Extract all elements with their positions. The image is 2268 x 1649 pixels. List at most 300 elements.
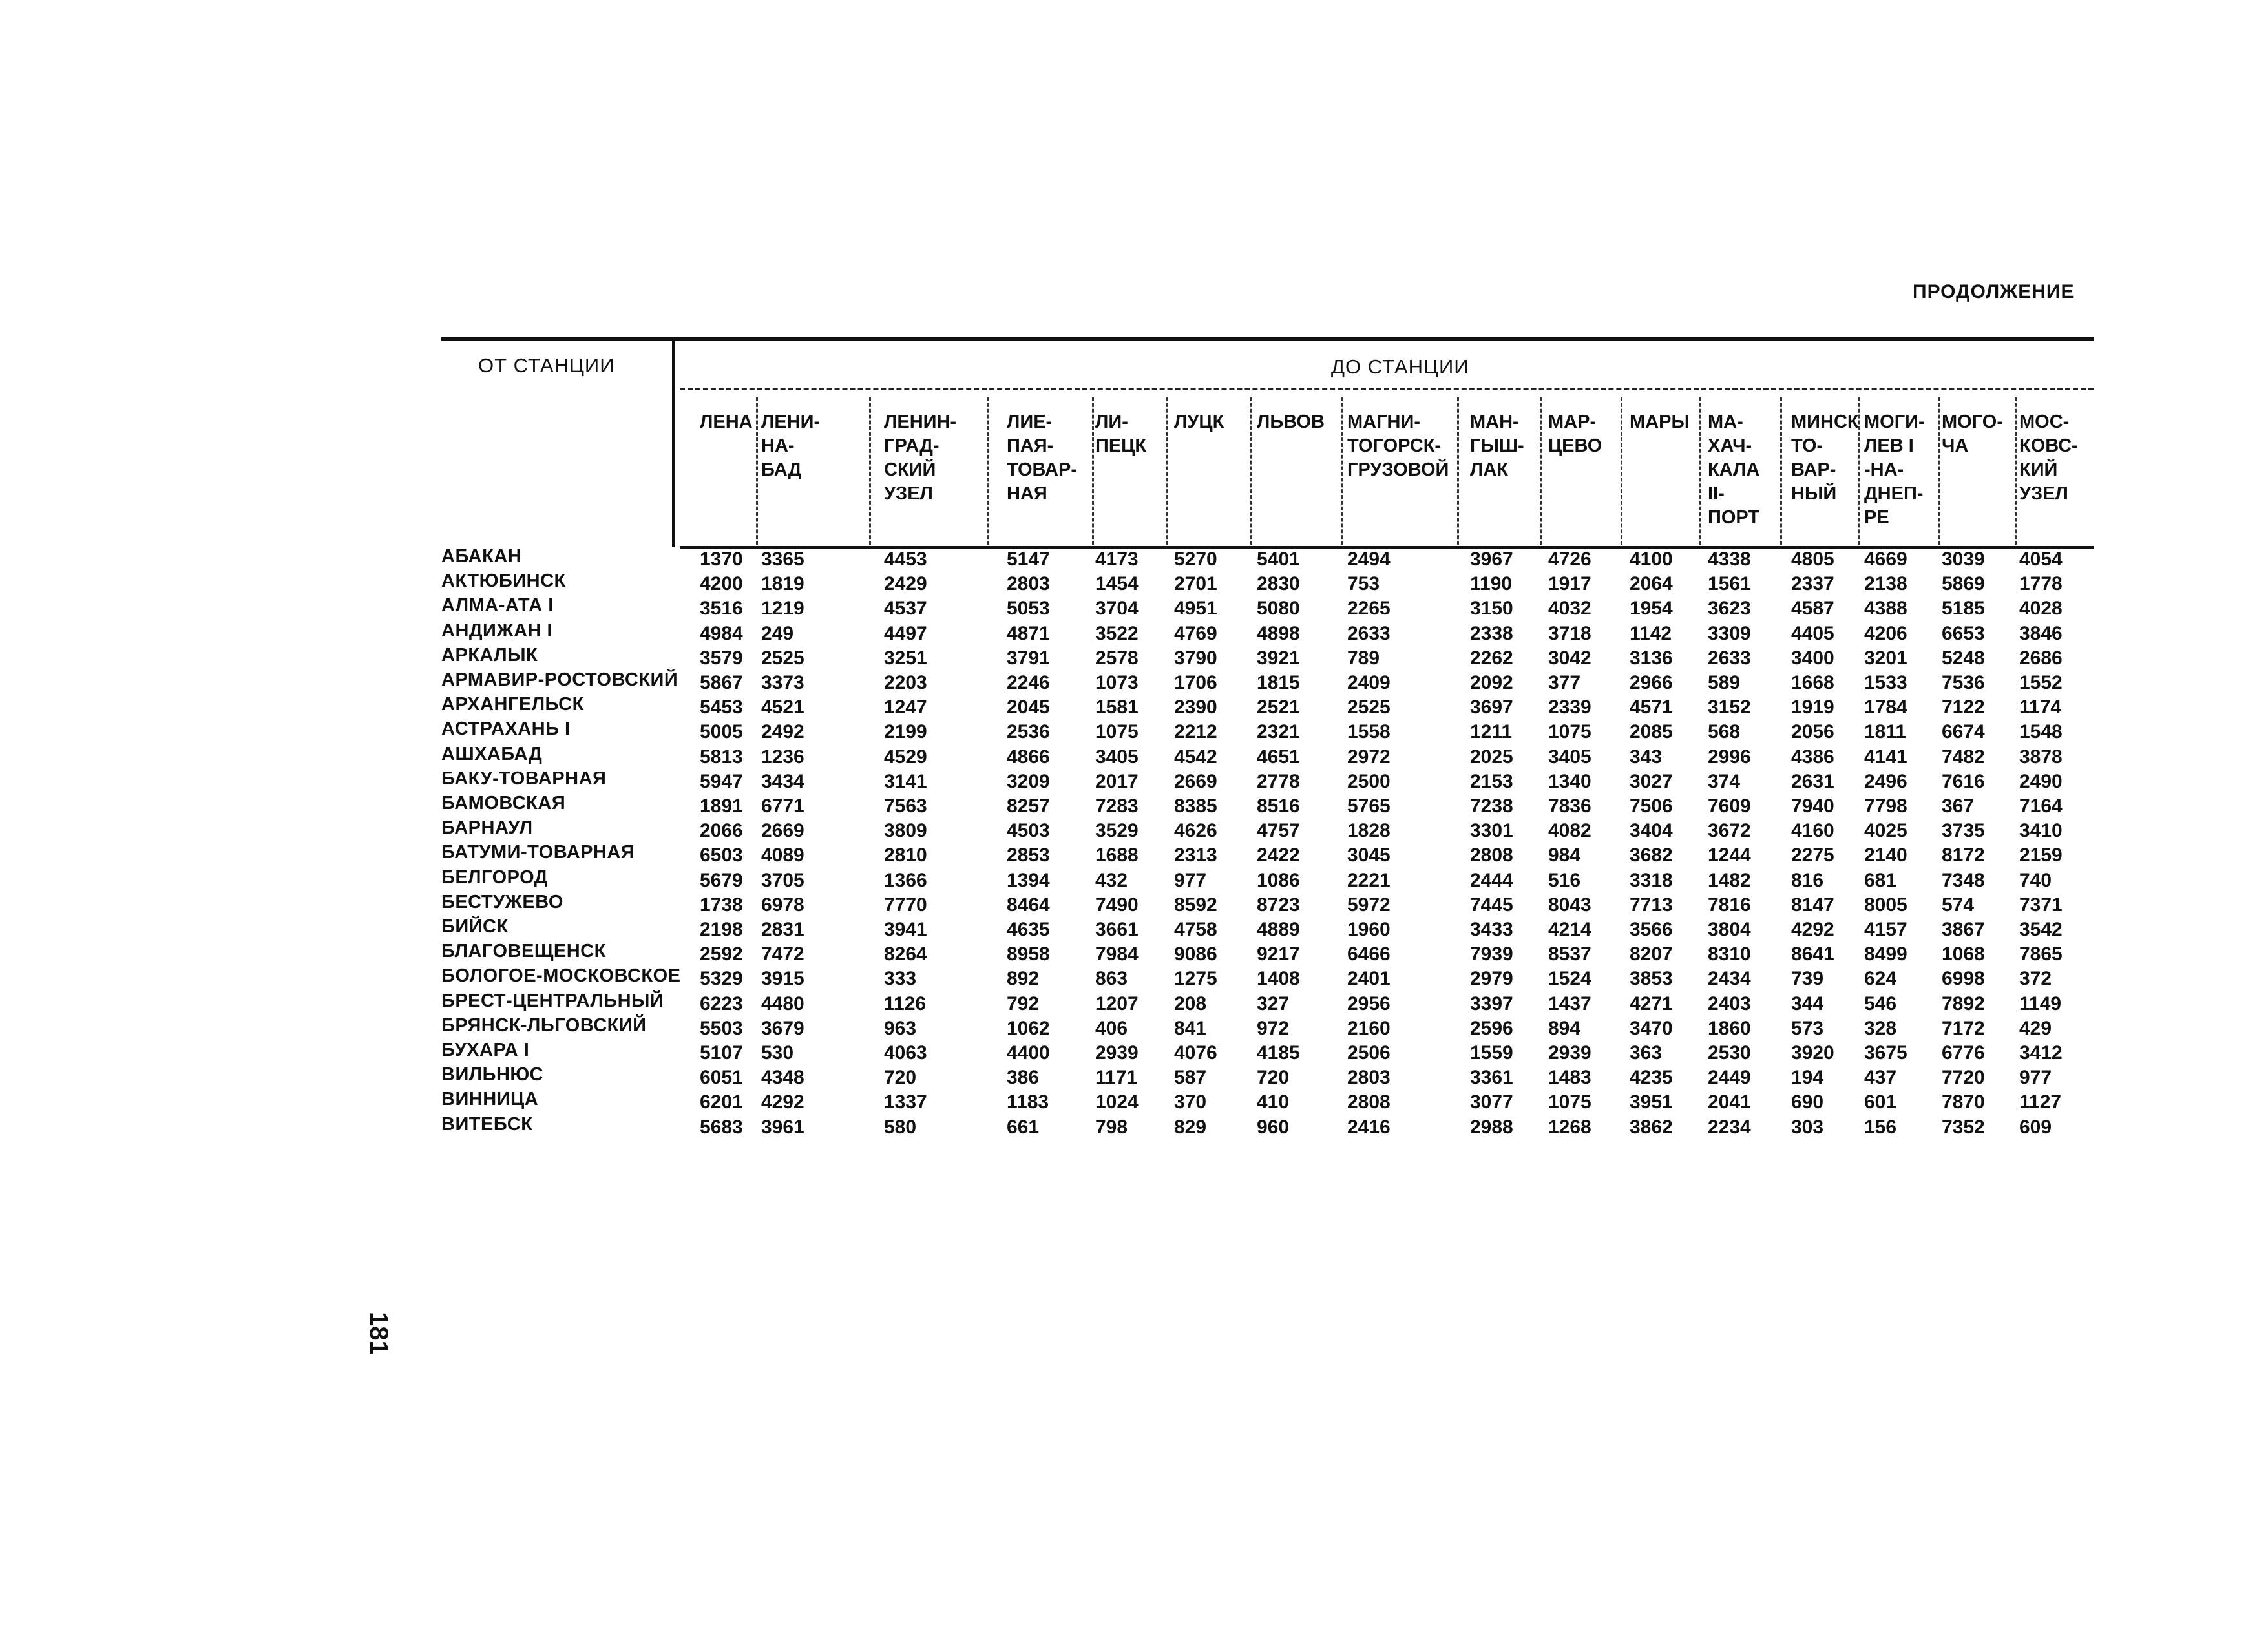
distance-cell: 5947 xyxy=(700,770,743,792)
column-header: ЛЕНИ- НА- БАД xyxy=(761,412,821,480)
distance-cell: 789 xyxy=(1347,647,1380,669)
distance-cell: 4076 xyxy=(1174,1042,1217,1064)
distance-cell: 2633 xyxy=(1347,622,1391,644)
distance-cell: 3941 xyxy=(884,919,927,940)
distance-cell: 1207 xyxy=(1095,993,1139,1014)
column-header: МОГИ- ЛЕВ I -НА- ДНЕП- РЕ xyxy=(1864,412,1925,528)
distance-cell: 2525 xyxy=(761,647,804,669)
distance-cell: 4082 xyxy=(1548,820,1591,842)
distance-cell: 2830 xyxy=(1257,573,1300,595)
distance-cell: 3915 xyxy=(761,968,804,990)
distance-cell: 4951 xyxy=(1174,598,1217,620)
distance-cell: 3961 xyxy=(761,1116,804,1138)
distance-cell: 7713 xyxy=(1630,894,1673,916)
distance-cell: 2429 xyxy=(884,573,927,595)
distance-cell: 2803 xyxy=(1347,1067,1391,1089)
distance-cell: 9086 xyxy=(1174,943,1217,965)
distance-cell: 2631 xyxy=(1791,770,1834,792)
distance-cell: 2525 xyxy=(1347,697,1391,719)
distance-cell: 4100 xyxy=(1630,549,1673,570)
distance-cell: 4089 xyxy=(761,845,804,867)
distance-cell: 3361 xyxy=(1470,1067,1513,1089)
column-separator xyxy=(1457,397,1459,545)
distance-cell: 681 xyxy=(1864,869,1897,891)
distance-cell: 3470 xyxy=(1630,1017,1673,1039)
distance-cell: 1149 xyxy=(2019,993,2062,1014)
distance-cell: 4805 xyxy=(1791,549,1834,570)
distance-cell: 894 xyxy=(1548,1017,1581,1039)
distance-cell: 3077 xyxy=(1470,1091,1513,1113)
distance-cell: 8147 xyxy=(1791,894,1834,916)
distance-cell: 6223 xyxy=(700,993,743,1014)
distance-cell: 1483 xyxy=(1548,1067,1591,1089)
distance-cell: 3141 xyxy=(884,770,927,792)
distance-cell: 1127 xyxy=(2019,1091,2062,1113)
distance-cell: 377 xyxy=(1548,672,1581,693)
distance-cell: 4160 xyxy=(1791,820,1834,842)
distance-cell: 1688 xyxy=(1095,845,1139,867)
column-header: ЛЕНИН- ГРАД- СКИЙ УЗЕЛ xyxy=(884,412,957,504)
distance-cell: 4626 xyxy=(1174,820,1217,842)
distance-cell: 1075 xyxy=(1548,1091,1591,1113)
distance-cell: 8723 xyxy=(1257,894,1300,916)
header-divider xyxy=(672,339,675,547)
distance-cell: 432 xyxy=(1095,869,1128,891)
distance-cell: 963 xyxy=(884,1017,917,1039)
distance-cell: 2153 xyxy=(1470,770,1513,792)
distance-cell: 4898 xyxy=(1257,622,1300,644)
distance-cell: 3522 xyxy=(1095,622,1139,644)
distance-cell: 5270 xyxy=(1174,549,1217,570)
distance-cell: 194 xyxy=(1791,1067,1824,1089)
station-name: АБАКАН xyxy=(441,546,522,567)
distance-cell: 4651 xyxy=(1257,746,1300,768)
column-separator xyxy=(1699,397,1701,545)
column-separator xyxy=(987,397,989,545)
column-header: ЛИЕ- ПАЯ- ТОВАР- НАЯ xyxy=(1007,412,1077,504)
distance-cell: 208 xyxy=(1174,993,1207,1014)
distance-cell: 1706 xyxy=(1174,672,1217,693)
station-name: БУХАРА I xyxy=(441,1040,530,1060)
distance-cell: 3804 xyxy=(1708,919,1751,940)
distance-cell: 2064 xyxy=(1630,573,1673,595)
distance-cell: 798 xyxy=(1095,1116,1128,1138)
distance-cell: 8172 xyxy=(1942,845,1985,867)
distance-cell: 1086 xyxy=(1257,869,1300,891)
distance-cell: 3318 xyxy=(1630,869,1673,891)
distance-cell: 5053 xyxy=(1007,598,1050,620)
distance-cell: 7536 xyxy=(1942,672,1985,693)
column-separator xyxy=(1858,397,1860,545)
distance-cell: 6653 xyxy=(1942,622,1985,644)
distance-cell: 2803 xyxy=(1007,573,1050,595)
column-separator xyxy=(1540,397,1542,545)
distance-cell: 7352 xyxy=(1942,1116,1985,1138)
distance-cell: 2338 xyxy=(1470,622,1513,644)
distance-cell: 2449 xyxy=(1708,1067,1751,1089)
distance-cell: 792 xyxy=(1007,993,1040,1014)
distance-cell: 2422 xyxy=(1257,845,1300,867)
distance-cell: 1219 xyxy=(761,598,804,620)
distance-cell: 8264 xyxy=(884,943,927,965)
distance-cell: 568 xyxy=(1708,721,1741,743)
distance-cell: 2808 xyxy=(1347,1091,1391,1113)
distance-cell: 303 xyxy=(1791,1116,1824,1138)
distance-cell: 328 xyxy=(1864,1017,1897,1039)
distance-cell: 8310 xyxy=(1708,943,1751,965)
distance-cell: 587 xyxy=(1174,1067,1207,1089)
distance-cell: 7720 xyxy=(1942,1067,1985,1089)
distance-cell: 6776 xyxy=(1942,1042,1985,1064)
table-top-rule xyxy=(441,337,2094,341)
distance-cell: 3735 xyxy=(1942,820,1985,842)
distance-cell: 3410 xyxy=(2019,820,2063,842)
distance-cell: 2045 xyxy=(1007,697,1050,719)
distance-cell: 7371 xyxy=(2019,894,2063,916)
distance-cell: 363 xyxy=(1630,1042,1663,1064)
distance-cell: 156 xyxy=(1864,1116,1897,1138)
distance-cell: 343 xyxy=(1630,746,1663,768)
column-header: МОС- КОВС- КИЙ УЗЕЛ xyxy=(2019,412,2078,504)
column-header: МИНСК ТО- ВАР- НЫЙ xyxy=(1791,412,1859,504)
distance-cell: 3434 xyxy=(761,770,804,792)
distance-cell: 2017 xyxy=(1095,770,1139,792)
distance-cell: 2092 xyxy=(1470,672,1513,693)
distance-cell: 5147 xyxy=(1007,549,1050,570)
distance-cell: 3136 xyxy=(1630,647,1673,669)
distance-cell: 2536 xyxy=(1007,721,1050,743)
distance-cell: 1337 xyxy=(884,1091,927,1113)
distance-cell: 4529 xyxy=(884,746,927,768)
column-separator xyxy=(1341,397,1343,545)
distance-cell: 2494 xyxy=(1347,549,1391,570)
distance-cell: 2203 xyxy=(884,672,927,693)
column-header: МОГО- ЧА xyxy=(1942,412,2003,456)
distance-cell: 1211 xyxy=(1470,721,1513,743)
distance-cell: 2337 xyxy=(1791,573,1834,595)
distance-cell: 344 xyxy=(1791,993,1824,1014)
distance-cell: 5453 xyxy=(700,697,743,719)
distance-cell: 4587 xyxy=(1791,598,1834,620)
distance-cell: 3661 xyxy=(1095,919,1139,940)
distance-cell: 3790 xyxy=(1174,647,1217,669)
distance-cell: 720 xyxy=(884,1067,917,1089)
distance-cell: 2996 xyxy=(1708,746,1751,768)
distance-cell: 2492 xyxy=(761,721,804,743)
distance-cell: 4984 xyxy=(700,622,743,644)
distance-cell: 367 xyxy=(1942,795,1975,817)
distance-cell: 1236 xyxy=(761,746,804,768)
station-name: АРМАВИР-РОСТОВСКИЙ xyxy=(441,669,678,690)
distance-cell: 1244 xyxy=(1708,845,1751,867)
distance-cell: 1171 xyxy=(1095,1067,1138,1089)
distance-cell: 8537 xyxy=(1548,943,1591,965)
distance-cell: 1190 xyxy=(1470,573,1513,595)
distance-cell: 829 xyxy=(1174,1116,1207,1138)
distance-cell: 1068 xyxy=(1942,943,1985,965)
distance-cell: 1275 xyxy=(1174,968,1217,990)
station-name: БАРНАУЛ xyxy=(441,817,533,839)
distance-cell: 2686 xyxy=(2019,647,2063,669)
distance-cell: 4157 xyxy=(1864,919,1907,940)
station-name: БАТУМИ-ТОВАРНАЯ xyxy=(441,842,635,863)
column-separator xyxy=(1938,397,1940,545)
distance-cell: 1073 xyxy=(1095,672,1139,693)
distance-cell: 8043 xyxy=(1548,894,1591,916)
distance-cell: 7445 xyxy=(1470,894,1513,916)
column-separator xyxy=(1250,397,1252,545)
distance-cell: 574 xyxy=(1942,894,1975,916)
distance-cell: 2988 xyxy=(1470,1116,1513,1138)
distance-cell: 2701 xyxy=(1174,573,1217,595)
distance-cell: 1738 xyxy=(700,894,743,916)
distance-cell: 4757 xyxy=(1257,820,1300,842)
distance-cell: 3542 xyxy=(2019,919,2063,940)
distance-cell: 609 xyxy=(2019,1116,2052,1138)
distance-cell: 1062 xyxy=(1007,1017,1050,1039)
distance-cell: 4866 xyxy=(1007,746,1050,768)
distance-cell: 2041 xyxy=(1708,1091,1751,1113)
distance-cell: 2853 xyxy=(1007,845,1050,867)
distance-cell: 1482 xyxy=(1708,869,1751,891)
distance-cell: 3878 xyxy=(2019,746,2063,768)
distance-cell: 4635 xyxy=(1007,919,1050,940)
distance-cell: 2262 xyxy=(1470,647,1513,669)
distance-cell: 5765 xyxy=(1347,795,1391,817)
distance-cell: 546 xyxy=(1864,993,1897,1014)
distance-cell: 4292 xyxy=(1791,919,1834,940)
column-header: ЛЕНА xyxy=(700,412,753,432)
distance-cell: 8641 xyxy=(1791,943,1834,965)
distance-cell: 573 xyxy=(1791,1017,1824,1039)
distance-cell: 3412 xyxy=(2019,1042,2063,1064)
distance-cell: 3251 xyxy=(884,647,927,669)
column-separator xyxy=(756,397,758,545)
distance-cell: 2596 xyxy=(1470,1017,1513,1039)
column-separator xyxy=(869,397,871,545)
distance-cell: 2669 xyxy=(1174,770,1217,792)
distance-cell: 4292 xyxy=(761,1091,804,1113)
distance-cell: 1533 xyxy=(1864,672,1907,693)
distance-cell: 7172 xyxy=(1942,1017,1985,1039)
distance-cell: 4871 xyxy=(1007,622,1050,644)
distance-cell: 589 xyxy=(1708,672,1741,693)
distance-cell: 2265 xyxy=(1347,598,1391,620)
distance-cell: 4453 xyxy=(884,549,927,570)
distance-cell: 1437 xyxy=(1548,993,1591,1014)
distance-cell: 4521 xyxy=(761,697,804,719)
distance-cell: 5185 xyxy=(1942,598,1985,620)
distance-cell: 1340 xyxy=(1548,770,1591,792)
station-name: БАКУ-ТОВАРНАЯ xyxy=(441,768,607,789)
distance-cell: 6674 xyxy=(1942,721,1985,743)
distance-cell: 2831 xyxy=(761,919,804,940)
distance-cell: 4497 xyxy=(884,622,927,644)
distance-cell: 333 xyxy=(884,968,917,990)
distance-cell: 3209 xyxy=(1007,770,1050,792)
distance-cell: 3679 xyxy=(761,1017,804,1039)
distance-cell: 7563 xyxy=(884,795,927,817)
distance-cell: 8516 xyxy=(1257,795,1300,817)
distance-cell: 7836 xyxy=(1548,795,1591,817)
distance-cell: 2810 xyxy=(884,845,927,867)
distance-cell: 2409 xyxy=(1347,672,1391,693)
distance-cell: 2669 xyxy=(761,820,804,842)
distance-cell: 1174 xyxy=(2019,697,2062,719)
distance-cell: 1828 xyxy=(1347,820,1391,842)
distance-cell: 1559 xyxy=(1470,1042,1513,1064)
distance-cell: 580 xyxy=(884,1116,917,1138)
distance-cell: 8592 xyxy=(1174,894,1217,916)
from-station-header: ОТ СТАНЦИИ xyxy=(478,354,615,377)
distance-cell: 972 xyxy=(1257,1017,1290,1039)
distance-cell: 5329 xyxy=(700,968,743,990)
distance-cell: 3201 xyxy=(1864,647,1907,669)
distance-cell: 2500 xyxy=(1347,770,1391,792)
distance-cell: 2085 xyxy=(1630,721,1673,743)
distance-cell: 5683 xyxy=(700,1116,743,1138)
distance-cell: 739 xyxy=(1791,968,1824,990)
distance-cell: 2066 xyxy=(700,820,743,842)
distance-cell: 740 xyxy=(2019,869,2052,891)
distance-cell: 4480 xyxy=(761,993,804,1014)
station-name: БРЕСТ-ЦЕНТРАЛЬНЫЙ xyxy=(441,990,664,1011)
distance-cell: 7870 xyxy=(1942,1091,1985,1113)
distance-cell: 3682 xyxy=(1630,845,1673,867)
distance-cell: 984 xyxy=(1548,845,1581,867)
distance-cell: 3397 xyxy=(1470,993,1513,1014)
distance-cell: 1919 xyxy=(1791,697,1834,719)
distance-cell: 5005 xyxy=(700,721,743,743)
distance-cell: 6503 xyxy=(700,845,743,867)
distance-cell: 3697 xyxy=(1470,697,1513,719)
distance-cell: 3846 xyxy=(2019,622,2063,644)
distance-cell: 7472 xyxy=(761,943,804,965)
distance-cell: 863 xyxy=(1095,968,1128,990)
distance-cell: 2633 xyxy=(1708,647,1751,669)
distance-cell: 2221 xyxy=(1347,869,1391,891)
distance-cell: 2313 xyxy=(1174,845,1217,867)
distance-cell: 7164 xyxy=(2019,795,2063,817)
distance-cell: 8464 xyxy=(1007,894,1050,916)
distance-cell: 2138 xyxy=(1864,573,1907,595)
column-header: МАР- ЦЕВО xyxy=(1548,412,1602,456)
distance-cell: 4405 xyxy=(1791,622,1834,644)
distance-cell: 386 xyxy=(1007,1067,1040,1089)
station-name: БРЯНСК-ЛЬГОВСКИЙ xyxy=(441,1014,647,1036)
distance-cell: 1366 xyxy=(884,869,927,891)
distance-cell: 3309 xyxy=(1708,622,1751,644)
distance-cell: 7865 xyxy=(2019,943,2063,965)
column-header: МА- ХАЧ- КАЛА II- ПОРТ xyxy=(1708,412,1760,528)
distance-cell: 1960 xyxy=(1347,919,1391,940)
distance-cell: 1561 xyxy=(1708,573,1751,595)
station-name: АРКАЛЫК xyxy=(441,644,538,666)
distance-cell: 3951 xyxy=(1630,1091,1673,1113)
distance-cell: 3672 xyxy=(1708,820,1751,842)
distance-cell: 530 xyxy=(761,1042,794,1064)
distance-cell: 3042 xyxy=(1548,647,1591,669)
distance-cell: 7892 xyxy=(1942,993,1985,1014)
distance-cell: 4542 xyxy=(1174,746,1217,768)
distance-cell: 4141 xyxy=(1864,746,1907,768)
distance-cell: 3718 xyxy=(1548,622,1591,644)
distance-cell: 3867 xyxy=(1942,919,1985,940)
station-name: АШХАБАД xyxy=(441,743,543,764)
distance-cell: 2506 xyxy=(1347,1042,1391,1064)
column-separator xyxy=(1780,397,1782,545)
distance-cell: 892 xyxy=(1007,968,1040,990)
distance-cell: 4271 xyxy=(1630,993,1673,1014)
column-separator xyxy=(1621,397,1622,545)
distance-cell: 6201 xyxy=(700,1091,743,1113)
distance-cell: 2966 xyxy=(1630,672,1673,693)
distance-cell: 2578 xyxy=(1095,647,1139,669)
station-name: БОЛОГОЕ-МОСКОВСКОЕ xyxy=(441,965,681,987)
station-name: АСТРАХАНЬ I xyxy=(441,719,571,740)
distance-cell: 3150 xyxy=(1470,598,1513,620)
station-name: АРХАНГЕЛЬСК xyxy=(441,694,584,715)
distance-cell: 5972 xyxy=(1347,894,1391,916)
distance-cell: 960 xyxy=(1257,1116,1290,1138)
distance-cell: 3516 xyxy=(700,598,743,620)
column-header: МАГНИ- ТОГОРСК- ГРУЗОВОЙ xyxy=(1347,412,1449,480)
distance-cell: 8385 xyxy=(1174,795,1217,817)
distance-cell: 4200 xyxy=(700,573,743,595)
distance-cell: 2592 xyxy=(700,943,743,965)
distance-cell: 816 xyxy=(1791,869,1824,891)
distance-cell: 429 xyxy=(2019,1017,2052,1039)
distance-cell: 2275 xyxy=(1791,845,1834,867)
to-station-header: ДО СТАНЦИИ xyxy=(1331,355,1469,378)
distance-cell: 2496 xyxy=(1864,770,1907,792)
distance-cell: 4185 xyxy=(1257,1042,1300,1064)
distance-cell: 4206 xyxy=(1864,622,1907,644)
distance-cell: 2416 xyxy=(1347,1116,1391,1138)
distance-cell: 1408 xyxy=(1257,968,1300,990)
distance-cell: 4537 xyxy=(884,598,927,620)
distance-cell: 3529 xyxy=(1095,820,1139,842)
distance-cell: 3705 xyxy=(761,869,804,891)
distance-cell: 249 xyxy=(761,622,794,644)
distance-cell: 7122 xyxy=(1942,697,1985,719)
distance-cell: 4025 xyxy=(1864,820,1907,842)
distance-cell: 7940 xyxy=(1791,795,1834,817)
distance-cell: 1891 xyxy=(700,795,743,817)
distance-cell: 6771 xyxy=(761,795,804,817)
distance-cell: 1811 xyxy=(1864,721,1907,743)
distance-cell: 7609 xyxy=(1708,795,1751,817)
distance-cell: 5401 xyxy=(1257,549,1300,570)
station-name: БИЙСК xyxy=(441,916,509,937)
distance-cell: 7348 xyxy=(1942,869,1985,891)
distance-cell: 2401 xyxy=(1347,968,1391,990)
distance-cell: 8005 xyxy=(1864,894,1907,916)
distance-cell: 661 xyxy=(1007,1116,1040,1138)
distance-cell: 7283 xyxy=(1095,795,1139,817)
distance-cell: 5813 xyxy=(700,746,743,768)
distance-cell: 1370 xyxy=(700,549,743,570)
distance-cell: 2778 xyxy=(1257,770,1300,792)
column-header: ЛИ- ПЕЦК xyxy=(1095,412,1147,456)
distance-cell: 4503 xyxy=(1007,820,1050,842)
distance-cell: 7816 xyxy=(1708,894,1751,916)
distance-cell: 1268 xyxy=(1548,1116,1591,1138)
distance-cell: 3623 xyxy=(1708,598,1751,620)
distance-cell: 720 xyxy=(1257,1067,1290,1089)
distance-cell: 2321 xyxy=(1257,721,1300,743)
distance-cell: 8257 xyxy=(1007,795,1050,817)
